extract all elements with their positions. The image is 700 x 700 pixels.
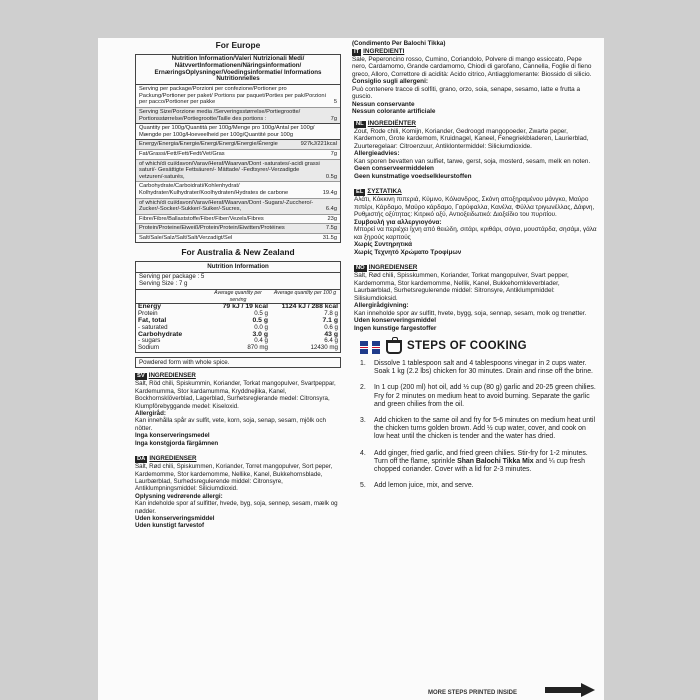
step-text-main: Add ginger, fried garlic, and fried green chilies. Stir-fry for 1-2 minutes. Turn off the flame, sprinkle bbox=[374, 449, 588, 465]
lang-tag-no: NO bbox=[356, 265, 365, 271]
it-allergen: Può contenere tracce di solfiti, grano, orzo, soia, senape, sesamo, latte e frutta a guscio. bbox=[352, 85, 581, 100]
step-text-end: and ¼ cup fresh chopped coriander. Cover with a lid for 2-3 minutes. bbox=[374, 457, 585, 474]
step-product-name: Shan Balochi Tikka Mix bbox=[457, 457, 534, 465]
nutrient-label: Carbohydrate/Carboidrati/Kohlenhydrat/ Kolhydrater/Kulhydrater/Koolhydraten/Hydrates de carbone bbox=[139, 183, 289, 196]
step-text bbox=[374, 450, 598, 475]
nutrient-label: of which/di cui/davon/Varav/Heraf/Waarvan/Dont -Sugars/-Zucchero/-Zucker/-Socker/-Sukker/-Suiker/-Sucres, bbox=[139, 199, 314, 213]
serving-size: Serving Size : 7 g bbox=[139, 279, 188, 287]
powder-note: Powdered form with whole spice. bbox=[135, 357, 341, 368]
step-text bbox=[374, 482, 598, 490]
au-per-100g-value: 6.4 g bbox=[324, 337, 338, 345]
australia-title: For Australia & New Zealand bbox=[181, 247, 295, 258]
da-line1: Uden konserveringsmiddel bbox=[135, 514, 215, 522]
step-text-main: Dissolve 1 tablespoon salt and 4 tablespoons vinegar in 2 cups water. Soak 1 kg (2.2 lbs) chicken for 30 minutes. Drain and rinse off the brine. bbox=[374, 360, 593, 376]
nutrient-value: 0.5g bbox=[325, 173, 337, 180]
uk-flag-icon bbox=[360, 341, 380, 354]
nutrient-value: 31.5g bbox=[322, 234, 337, 241]
it-line1: Nessun conservante bbox=[352, 100, 415, 108]
servings-per-package: Serving per package : 5 bbox=[139, 272, 205, 280]
it-ingredients: Sale, Peperoncino rosso, Cumino, Coriandolo, Polvere di mango essiccato, Pepe nero, Cardamomo, Grande cardamomo, Chiodi di garofano, Cannella, Foglie di fieno greco, Alloro, Correttore di acidità: Acido citrico, Antiagglomerante: Biossido di silicio. bbox=[352, 55, 592, 78]
sv-line2: Inga konstgjorda färgämnen bbox=[135, 439, 219, 447]
au-per-serving-value: 0.0 g bbox=[254, 323, 268, 331]
lang-tag-sv: SV bbox=[137, 373, 145, 380]
au-per-100g-value: 1124 kJ / 288 kcal bbox=[281, 303, 338, 311]
no-line2: Ingen kunstige fargestoffer bbox=[354, 324, 437, 332]
col-per-serving: Average quantity per serving bbox=[206, 290, 270, 305]
sv-title: INGREDIENSER bbox=[148, 372, 196, 380]
it-header: (Condimento Per Balochi Tikka) bbox=[352, 40, 446, 47]
step-number: 4. bbox=[360, 449, 366, 457]
cooking-step bbox=[360, 417, 598, 442]
step-number: 1. bbox=[360, 360, 366, 367]
lang-block-da bbox=[135, 455, 343, 530]
el-line2: Χωρίς Τεχνητό Χρώματο Τροφίμων bbox=[354, 248, 462, 256]
it-allergen-title: Consiglio sugli allergeni: bbox=[352, 78, 428, 85]
europe-nutrient-row bbox=[136, 182, 340, 198]
europe-nutrient-row bbox=[136, 124, 340, 140]
el-line1: Χωρίς Συντηρητικά bbox=[354, 241, 413, 248]
lang-block-nl bbox=[354, 120, 598, 181]
au-per-serving-value: 0.5 g bbox=[254, 310, 268, 318]
el-allergen-title: Συμβουλή για αλλεργιογόνα: bbox=[354, 218, 442, 226]
europe-nutrient-row bbox=[136, 224, 340, 234]
no-allergen: Kan inneholde spor av sulfitt, hvete, bygg, soja, sennap, sesam, molk og trenøtter. bbox=[354, 309, 587, 317]
da-ingredients: Salt, Rød chili, Spiskummen, Koriander, Torret mangopulver, Sort peper, Kardemomme, Stor kardemomme, Nellike, Kanel, Bukkehornsblade, Laurbærblad, Surhedsregulerende middel: Citronsyre, Antiklumpningsmiddel: Siliciumdioxid. bbox=[135, 463, 333, 493]
au-per-100g-value: 7.8 g bbox=[324, 310, 338, 318]
arrow-right-icon bbox=[545, 683, 595, 697]
europe-nutrient-row bbox=[136, 108, 340, 124]
step-text bbox=[374, 417, 598, 442]
step-text-main: Add lemon juice, mix, and serve. bbox=[374, 482, 474, 490]
cooking-step bbox=[360, 384, 598, 409]
more-steps-note: MORE STEPS PRINTED INSIDE bbox=[428, 690, 518, 696]
da-line2: Uden kunstigt farvestof bbox=[135, 522, 205, 530]
step-text bbox=[374, 384, 598, 409]
au-per-serving-value: 3.0 g bbox=[252, 330, 268, 338]
europe-title: For Europe bbox=[215, 40, 261, 50]
nutrient-label: Salt/Sale/Salz/Salt/Salt/Verzadigt/Sel bbox=[139, 234, 233, 241]
step-number: 5. bbox=[360, 482, 366, 490]
europe-nutrient-row bbox=[136, 199, 340, 215]
europe-nutrient-row bbox=[136, 150, 340, 160]
cooking-step bbox=[360, 450, 598, 475]
nutrient-label: Fat/Grassi/Fett/Fett/Fedt/Vet/Gras bbox=[139, 150, 225, 157]
lang-block-it bbox=[352, 48, 598, 116]
au-nutrient-label: Fat, total bbox=[138, 317, 167, 325]
nl-line2: Geen kunstmatige voedselkleurstoffen bbox=[354, 172, 472, 180]
nutrient-label: of which/di cui/davon/Varav/Heraf/Waarvan/Dont -saturates/-acidi grassi saturi/- Gesättigte Fettsäuren/- Mättade/ -Fedtsyrer/-Verzadigde vetzuren/-saturés, bbox=[139, 160, 320, 180]
right-column bbox=[352, 40, 598, 498]
sv-allergen-title: Allergiråd: bbox=[135, 410, 166, 418]
au-nutrient-label: Protein bbox=[138, 310, 158, 318]
nutrient-value: 23g bbox=[327, 215, 337, 222]
da-title: INGREDIENSER bbox=[149, 455, 197, 463]
au-per-serving-value: 870 mg bbox=[247, 344, 268, 352]
australia-nutrition-table bbox=[135, 261, 341, 353]
no-ingredients: Salt, Rød chili, Spisskummen, Koriander, Torkat mangopulver, Svart pepper, Kardemomma, Stor kardemomme, Nellik, Kanel, Bukkehornkleverblader, Laurbærblad, Surhetsregulerende middel: Sitronsyre, Antiklumpmiddel: Silisiumdioksid. bbox=[354, 272, 569, 302]
steps-title: STEPS OF COOKING bbox=[407, 340, 527, 353]
step-number: 2. bbox=[360, 384, 366, 392]
cooking-pot-icon bbox=[386, 340, 402, 354]
nutrient-value: 19.4g bbox=[322, 189, 337, 196]
au-per-100g-value: 43 g bbox=[324, 330, 338, 338]
nl-title: INGREDIËNTER bbox=[367, 119, 417, 127]
lang-tag-it: IT bbox=[354, 48, 360, 55]
da-allergen: Kan indeholde spor af sulfitter, hvede, byg, soja, sennep, sesam, mælk og nødder. bbox=[135, 500, 338, 515]
step-text-main: Add chicken to the same oil and fry for 5-6 minutes on medium heat until the chicken turns golden brown. Add ½ cup water, cover, and cook on low heat until the chicken is tender and the water has dried. bbox=[374, 417, 595, 441]
steps-header bbox=[360, 340, 598, 354]
au-per-100g-value: 7.1 g bbox=[322, 317, 338, 325]
sv-line1: Inga konserveringsmedel bbox=[135, 432, 210, 440]
europe-nutrient-row bbox=[136, 85, 340, 108]
it-title: INGREDIENTI bbox=[363, 47, 405, 55]
au-nutrient-label: Energy bbox=[138, 303, 162, 311]
nutrient-label: Protein/Proteine/Eiweiß/Protein/Protein/Eiwitten/Protéines bbox=[139, 225, 285, 232]
el-title: ΣΥΣΤΑΤΙΚΑ bbox=[367, 188, 402, 195]
au-per-100g-value: 0.6 g bbox=[324, 323, 338, 331]
au-per-100g-value: 12430 mg bbox=[310, 344, 338, 352]
cooking-step bbox=[360, 482, 598, 490]
nutrient-label: Energy/Energia/Energie/Energi/Energi/Energie/Énergie bbox=[139, 141, 278, 148]
au-per-serving-value: 0.4 g bbox=[254, 337, 268, 345]
australia-table-header: Nutrition Information bbox=[136, 262, 340, 272]
left-column bbox=[133, 40, 343, 530]
lang-tag-el: EL bbox=[356, 189, 364, 195]
steps-list bbox=[352, 360, 598, 490]
au-per-serving-value: 79 kJ / 19 kcal bbox=[222, 303, 268, 311]
col-per-100g: Average quantity per 100 g bbox=[270, 290, 340, 305]
no-line1: Uden konserveringsmiddel bbox=[354, 317, 437, 324]
nl-allergen: Kan sporen bevatten van sulfiet, tarwe, gerst, soja, mosterd, sesam, melk en noten. bbox=[354, 157, 591, 165]
step-text bbox=[374, 360, 598, 376]
europe-nutrition-table bbox=[135, 54, 341, 243]
nutrient-label: Fibre/Fibre/Ballaststoffe/Fiber/Fiber/Vezels/Fibres bbox=[139, 215, 264, 222]
nl-allergen-title: Allergieadvies: bbox=[354, 150, 400, 157]
au-nutrient-label: - sugars bbox=[138, 337, 161, 345]
nutrient-value: 7g bbox=[330, 115, 337, 122]
el-allergen: Μπορεί να περιέχει ίχνη από θειώδη, σιτάρι, κριθάρι, σόγια, μουστάρδα, σησάμι, γάλα και ξηρούς καρπούς bbox=[354, 226, 597, 241]
it-line2: Nessun colorante artificiale bbox=[352, 108, 436, 115]
no-allergen-title: Allergirådgivning: bbox=[354, 302, 409, 309]
lang-block-no bbox=[354, 264, 598, 332]
lang-tag-da: DA bbox=[137, 456, 146, 463]
nutrient-label: Serving per package/Porzioni per confezione/Portioner pro Packung/Portioner per paket/ Portions par paquet/Porties per pak/Porzioni per pacco/Portioner per pakke bbox=[139, 86, 326, 106]
australia-grid bbox=[136, 289, 340, 352]
au-nutrient-label: Carbohydrate bbox=[138, 330, 183, 338]
da-allergen-title: Oplysning vedrørende allergi: bbox=[135, 492, 223, 500]
el-ingredients: Αλάτι, Κόκκινη πιπεριά, Κύμινο, Κόλιανδρος, Σκόνη αποξηραμένου μάνγκο, Μαύρο πιπέρι, Κάρδαμο, Μαύρο κάρδαμο, Γαρύφαλλα, Κανέλα, Φύλλα τριγωνέλλας, Δάφνη, Ρυθμιστής οξύτητας: Κιτρικό οξύ, Αντιοξειδωτικό: Διοξείδιο του πυριτίου. bbox=[354, 196, 595, 218]
nutrient-label: Serving Size/Porzione media /Serveringsstørrelse/Portiegrootte/ Portionsstørrelse/Portiegrootte/Taille des portions : bbox=[139, 108, 301, 122]
cooking-step bbox=[360, 360, 598, 376]
europe-nutrient-row bbox=[136, 234, 340, 243]
nutrient-label: Quantity per 100g/Quantità per 100g/Menge pro 100g/Antal per 100g/ Mængde per 100g/Hoeveelheid per 100g/Quantité pour 100g bbox=[139, 125, 315, 138]
lang-tag-nl: NL bbox=[356, 120, 364, 127]
nl-ingredients: Zout, Rode chili, Komijn, Koriander, Gedroogd mangopoeder, Zwarte peper, Kardemom, Grote kardemom, Kruidnagel, Kaneel, Fenegriekbladeren, Laurierblad, Zuurteregelaar: Citroenzuur, Antiklontermiddel: Siliciumdioxide. bbox=[354, 127, 589, 150]
lang-block-el bbox=[354, 188, 598, 256]
europe-nutrient-row bbox=[136, 140, 340, 150]
nutrient-value: 7.5g bbox=[325, 225, 337, 232]
nutrient-value: 927kJ/221kcal bbox=[300, 141, 337, 148]
no-title: INGREDIENSER bbox=[368, 264, 418, 271]
au-nutrient-label: - saturated bbox=[138, 323, 168, 331]
europe-nutrient-row bbox=[136, 160, 340, 183]
europe-nutrient-row bbox=[136, 215, 340, 225]
au-per-serving-value: 0.5 g bbox=[252, 317, 268, 325]
sv-ingredients: Salt, Röd chili, Spiskummin, Koriander, Torkat mangopulver, Svartpeppar, Kardemumma, Stor kardamumma, Kryddnejlika, Kanel, Bockhornsklöverblad, Lagerblad, Surhetsreglerande medel: Citronsyra, Klumpförebyggande medel: Kiseloxid. bbox=[135, 380, 336, 410]
au-nutrient-label: Sodium bbox=[138, 344, 159, 352]
nutrient-value: 7g bbox=[330, 150, 337, 157]
step-number: 3. bbox=[360, 417, 366, 425]
nl-line1: Geen conserveermiddelen bbox=[354, 165, 434, 172]
sv-allergen: Kan innehålla spår av sulfit, vete, korn, soja, senap, sesam, mjölk och nötter. bbox=[135, 417, 326, 432]
lang-block-sv bbox=[135, 372, 343, 447]
nutrient-value: 6.4g bbox=[325, 206, 337, 213]
nutrient-value: 5 bbox=[333, 99, 337, 106]
step-text-main: In 1 cup (200 ml) hot oil, add ½ cup (80 g) garlic and 20-25 green chilies. Fry for 2 minutes on medium heat to avoid burning. Separate the garlic and green chilies from the oil. bbox=[374, 384, 596, 408]
europe-table-header: Nutrition Information/Valeri Nutrizionali Medi/ NätvvertInformationen/Näringsinformation/ ErnæringsOplysninger/Voedingsinformatie/ Informations Nutritionnelles bbox=[136, 55, 340, 85]
